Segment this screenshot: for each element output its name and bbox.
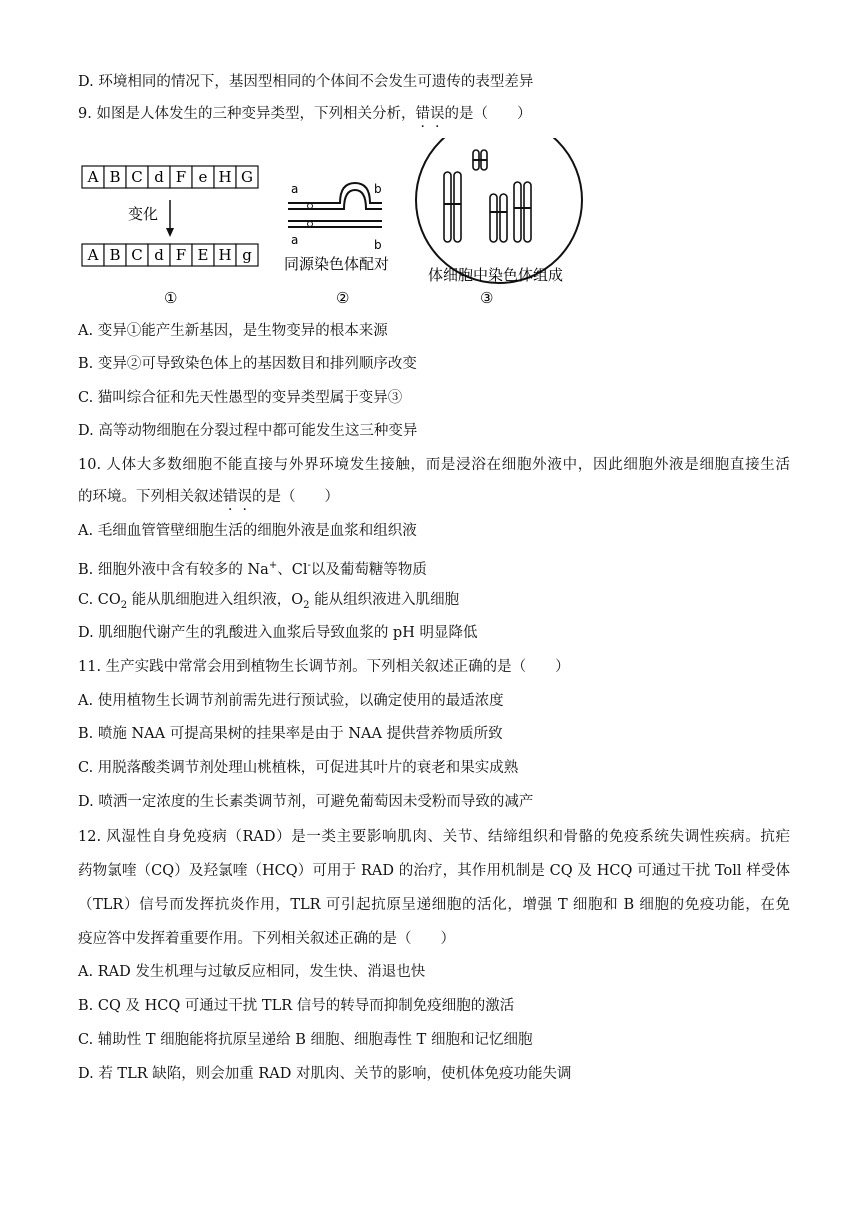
- emphasis-char: 错: [223, 489, 238, 505]
- option-9-prev-d: D. 环境相同的情况下，基因型相同的个体间不会发生可遗传的表型差异: [78, 74, 534, 90]
- question-10-stem-line2: 的环境。下列相关叙述错误的是（ ）: [78, 489, 339, 505]
- option-12b: B. CQ 及 HCQ 可通过干扰 TLR 信号的转导而抑制免疫细胞的激活: [78, 998, 515, 1014]
- gene-letter: A: [87, 168, 99, 186]
- question-9-stem: 9. 如图是人体发生的三种变异类型，下列相关分析，错误的是（ ）: [78, 106, 532, 122]
- option-10b: B. 细胞外液中含有较多的 Na+、Cl-以及葡萄糖等物质: [78, 560, 427, 578]
- gene-letter: C: [131, 246, 143, 264]
- gene-letter: B: [109, 168, 121, 186]
- gene-letter: F: [175, 168, 187, 186]
- option-10a: A. 毛细血管管壁细胞生活的细胞外液是血浆和组织液: [78, 523, 417, 539]
- option-11c: C. 用脱落酸类调节剂处理山桃植株，可促进其叶片的衰老和果实成熟: [78, 760, 519, 776]
- figure-number-2: ②: [336, 289, 350, 307]
- gene-letter: d: [154, 246, 164, 264]
- option-9d: D. 高等动物细胞在分裂过程中都可能发生这三种变异: [78, 423, 418, 439]
- question-12-stem-line3: （TLR）信号而发挥抗炎作用，TLR 可引起抗原呈递细胞的活化，增强 T 细胞和 B 细胞的免疫功能，在免: [78, 897, 790, 913]
- emphasis-char: 错: [415, 106, 430, 122]
- variation-figure: [78, 138, 598, 310]
- question-12-stem-line4: 疫应答中发挥着重要作用。下列相关叙述正确的是（ ）: [78, 931, 455, 947]
- gene-a-bottom: a: [291, 233, 299, 247]
- gene-letter: e: [198, 168, 208, 186]
- question-12-stem-line2: 药物氯喹（CQ）及羟氯喹（HCQ）可用于 RAD 的治疗，其作用机制是 CQ 及 HCQ 可通过干扰 Toll 样受体: [78, 863, 790, 879]
- option-11a: A. 使用植物生长调节剂前需先进行预试验，以确定使用的最适浓度: [78, 693, 504, 709]
- gene-letter: H: [218, 246, 232, 264]
- gene-letter: E: [197, 246, 209, 264]
- option-9c: C. 猫叫综合征和先天性愚型的变异类型属于变异③: [78, 390, 403, 406]
- option-12c: C. 辅助性 T 细胞能将抗原呈递给 B 细胞、细胞毒性 T 细胞和记忆细胞: [78, 1032, 533, 1048]
- figure-number-3: ③: [480, 289, 494, 307]
- option-11d: D. 喷洒一定浓度的生长素类调节剂，可避免葡萄因未受粉而导致的减产: [78, 794, 534, 810]
- gene-letter: G: [241, 168, 253, 186]
- question-12-stem-line1: 12. 风湿性自身免疫病（RAD）是一类主要影响肌肉、关节、结缔组织和骨骼的免疫系统失调性疾病。抗疟: [78, 829, 790, 845]
- option-10d: D. 肌细胞代谢产生的乳酸进入血浆后导致血浆的 pH 明显降低: [78, 625, 478, 641]
- gene-letter: C: [131, 168, 143, 186]
- option-12a: A. RAD 发生机理与过敏反应相同，发生快、消退也快: [78, 964, 426, 980]
- gene-letter: B: [109, 246, 121, 264]
- homologous-pairing-diagram: [288, 182, 382, 252]
- question-11-stem: 11. 生产实践中常常会用到植物生长调节剂。下列相关叙述正确的是（ ）: [78, 659, 570, 675]
- gene-b-bottom: b: [374, 238, 382, 252]
- question-10-stem-line1: 10. 人体大多数细胞不能直接与外界环境发生接触，而是浸浴在细胞外液中，因此细胞外液是细胞直接生活: [78, 457, 790, 473]
- option-10c: C. $CO_2$ 能从肌细胞进入组织液，$O_2$ 能从组织液进入肌细胞: [78, 592, 460, 611]
- emphasis-char: 误: [429, 106, 445, 122]
- gene-letter: F: [175, 246, 187, 264]
- gene-letter: g: [242, 246, 252, 264]
- gene-b-top: b: [374, 182, 382, 196]
- gene-a-top: a: [291, 182, 299, 196]
- gene-letter: A: [87, 246, 99, 264]
- gene-sequence-top: [82, 166, 258, 188]
- down-arrow-icon: [166, 200, 174, 237]
- gene-letter: H: [218, 168, 232, 186]
- pairing-caption: 同源染色体配对: [284, 255, 390, 273]
- option-11b: B. 喷施 NAA 可提高果树的挂果率是由于 NAA 提供营养物质所致: [78, 726, 503, 742]
- option-9a: A. 变异①能产生新基因，是生物变异的根本来源: [78, 323, 388, 339]
- cell-chromosome-diagram: [416, 138, 582, 283]
- option-12d: D. 若 TLR 缺陷，则会加重 RAD 对肌肉、关节的影响，使机体免疫功能失调: [78, 1066, 572, 1082]
- emphasis-char: 误: [237, 489, 252, 505]
- figure-number-1: ①: [164, 289, 178, 307]
- gene-sequence-bottom: [82, 244, 258, 266]
- option-9b: B. 变异②可导致染色体上的基因数目和排列顺序改变: [78, 356, 417, 372]
- change-label: 变化: [128, 205, 159, 223]
- cell-caption: 体细胞中染色体组成: [428, 266, 564, 284]
- gene-letter: d: [154, 168, 164, 186]
